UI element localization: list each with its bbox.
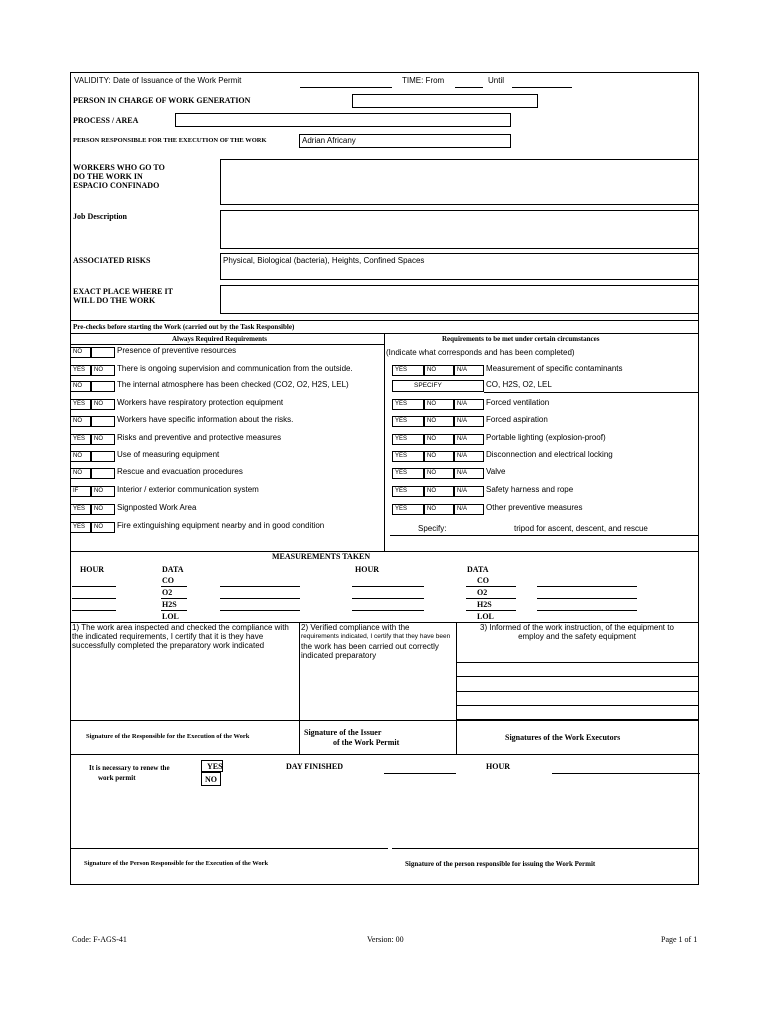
job-description-label: Job Description (73, 212, 127, 221)
exact-place-label-1: EXACT PLACE WHERE IT (73, 287, 173, 296)
person-in-charge-label: PERSON IN CHARGE OF WORK GENERATION (73, 96, 251, 105)
always-item-label: There is ongoing supervision and communication from the outside. (117, 364, 353, 373)
value-line-right[interactable] (537, 610, 637, 611)
gas-label-right: O2 (477, 588, 488, 597)
time-from-label: TIME: From (402, 76, 445, 85)
checkbox-no[interactable]: NO (424, 416, 454, 427)
job-description-field[interactable] (220, 210, 699, 249)
workers-label-3: ESPACIO CONFINADO (73, 181, 160, 190)
workers-label-1: WORKERS WHO GO TO (73, 163, 165, 172)
checkbox-no[interactable]: NO (424, 468, 454, 479)
checkbox-option-2[interactable] (91, 347, 115, 358)
signature-line-right (392, 848, 699, 849)
certify-3: 3) Informed of the work instruction, of the equipment to employ and the safety equipment (480, 623, 674, 642)
checkbox-option-2[interactable]: NO (91, 486, 115, 497)
data-line-right[interactable] (466, 598, 516, 599)
divider (70, 551, 699, 552)
validity-date-line (300, 87, 392, 88)
conditional-item-label: Valve (486, 467, 506, 476)
person-responsible-label: PERSON RESPONSIBLE FOR THE EXECUTION OF THE WORK (73, 137, 267, 144)
hour-line-right[interactable] (352, 586, 424, 587)
certify-2-line4: indicated preparatory (301, 651, 377, 660)
column-divider (384, 333, 385, 551)
gas-label-left: LOL (162, 612, 179, 621)
conditional-item-label: Other preventive measures (486, 503, 583, 512)
checkbox-yes[interactable]: YES (392, 416, 424, 427)
checkbox-no[interactable]: NO (424, 486, 454, 497)
gas-label-right: LOL (477, 612, 494, 621)
checkbox-na[interactable]: N/A (454, 468, 484, 479)
specify-value: CO, H2S, O2, LEL (486, 380, 552, 389)
divider (70, 720, 699, 721)
conditional-item-label: Forced ventilation (486, 398, 550, 407)
hour-line-right[interactable] (352, 610, 424, 611)
always-item-label: Interior / exterior communication system (117, 485, 259, 494)
specify2-underline (390, 535, 699, 536)
specify2-label: Specify: (418, 524, 447, 533)
divider (70, 344, 384, 345)
checkbox-yes[interactable]: YES (392, 468, 424, 479)
checkbox-option-1[interactable]: YES (70, 504, 91, 515)
checkbox-na[interactable]: N/A (454, 416, 484, 427)
checkbox-no[interactable]: NO (424, 504, 454, 515)
hour-line-right[interactable] (352, 598, 424, 599)
conditional-item-label: Safety harness and rope (486, 485, 574, 494)
footer-code: Code: F-AGS-41 (72, 935, 127, 944)
associated-risks-value: Physical, Biological (bacteria), Heights, Confined Spaces (223, 256, 425, 265)
day-finished-line (384, 773, 456, 774)
validity-label: VALIDITY: Date of Issuance of the Work Permit (74, 76, 242, 85)
checkbox-option-2[interactable]: NO (91, 399, 115, 410)
data-label-right: DATA (467, 565, 489, 574)
checkbox-option-2[interactable] (91, 416, 115, 427)
gas-label-left: O2 (162, 588, 173, 597)
workers-field[interactable] (220, 159, 699, 205)
day-finished-label: DAY FINISHED (286, 762, 343, 771)
always-item-label: Workers have respiratory protection equipment (117, 398, 284, 407)
signature-line-left (70, 848, 388, 849)
checkbox-option-1[interactable]: NO (70, 468, 91, 479)
measurements-title: MEASUREMENTS TAKEN (272, 552, 371, 561)
workers-label-2: DO THE WORK IN (73, 172, 143, 181)
conditional-item-label: Forced aspiration (486, 415, 548, 424)
data-line-left[interactable] (161, 598, 187, 599)
prechecks-title: Pre-checks before starting the Work (carried out by the Task Responsible) (73, 323, 295, 331)
renew-label-2: work permit (98, 774, 136, 782)
person-responsible-value: Adrian Africany (302, 136, 356, 145)
always-item-label: Workers have specific information about the risks. (117, 415, 294, 424)
divider (456, 662, 699, 663)
checkbox-option-1[interactable]: NO (70, 451, 91, 462)
specify-label: SPECIFY (414, 382, 442, 389)
always-item-label: The internal atmosphere has been checked (CO2, O2, H2S, LEL) (117, 380, 349, 389)
conditional-note: (Indicate what corresponds and has been completed) (386, 348, 575, 357)
data-line-right[interactable] (466, 610, 516, 611)
hour-label-right: HOUR (355, 565, 379, 574)
certify-2-line2: requirements indicated, I certify that they have been (301, 633, 451, 640)
until-line (512, 87, 572, 88)
specify-underline (484, 392, 699, 393)
checkbox-option-2[interactable]: NO (91, 522, 115, 533)
checkbox-yes[interactable]: YES (392, 451, 424, 462)
conditional-title: Requirements to be met under certain circumstances (442, 335, 600, 343)
checkbox-na[interactable]: N/A (454, 365, 484, 376)
data-line-left[interactable] (161, 586, 187, 587)
gas-label-right: H2S (477, 600, 492, 609)
checkbox-option-1[interactable]: YES (70, 365, 91, 376)
checkbox-option-1[interactable]: YES (70, 434, 91, 445)
checkbox-option-2[interactable]: NO (91, 504, 115, 515)
checkbox-yes[interactable]: YES (392, 486, 424, 497)
checkbox-option-1[interactable]: NO (70, 347, 91, 358)
always-required-title: Always Required Requirements (172, 335, 268, 343)
always-item-label: Presence of preventive resources (117, 346, 237, 355)
exact-place-field[interactable] (220, 285, 699, 314)
checkbox-no[interactable]: NO (424, 399, 454, 410)
always-item-label: Risks and preventive and protective measures (117, 433, 282, 442)
checkbox-no[interactable]: NO (424, 434, 454, 445)
value-line-right[interactable] (537, 586, 637, 587)
sig-responsible-execution: Signature of the Responsible for the Execution of the Work (86, 733, 250, 740)
certify-1: 1) The work area inspected and checked the compliance with the indicated requirements, I certify that it is they have successfully completed the preparatory work indicated (72, 623, 289, 651)
checkbox-yes[interactable]: YES (392, 365, 424, 376)
checkbox-no[interactable]: NO (424, 451, 454, 462)
renew-label-1: It is necessary to renew the (89, 764, 170, 772)
checkbox-option-2[interactable] (91, 468, 115, 479)
checkbox-no[interactable]: NO (424, 365, 454, 376)
value-line-left[interactable] (220, 610, 300, 611)
hour-line-left[interactable] (72, 586, 116, 587)
sig-issuer-line1: Signature of the Issuer (304, 728, 382, 737)
renew-no-option[interactable]: NO (201, 772, 221, 786)
until-label: Until (488, 76, 505, 85)
checkbox-yes[interactable]: YES (392, 434, 424, 445)
always-item-label: Use of measuring equipment (117, 450, 220, 459)
divider (456, 705, 699, 706)
gas-label-left: CO (162, 576, 174, 585)
column-divider (456, 622, 457, 754)
value-line-left[interactable] (220, 586, 300, 587)
sig-right-renew: Signature of the person responsible for issuing the Work Permit (405, 860, 596, 868)
divider (456, 676, 699, 677)
checkbox-option-1[interactable]: NO (70, 381, 91, 392)
checkbox-option-2[interactable]: NO (91, 434, 115, 445)
divider (456, 691, 699, 692)
checkbox-option-1[interactable]: YES (70, 399, 91, 410)
checkbox-yes[interactable]: YES (392, 504, 424, 515)
process-area-label: PROCESS / AREA (73, 116, 139, 125)
sig-issuer-line2: of the Work Permit (333, 738, 400, 747)
checkbox-na[interactable]: N/A (454, 399, 484, 410)
value-line-right[interactable] (537, 598, 637, 599)
certify-2-line3: the work has been carried out correctly (301, 642, 439, 651)
checkbox-na[interactable]: N/A (454, 504, 484, 515)
exact-place-label-2: WILL DO THE WORK (73, 296, 156, 305)
sig-left-renew: Signature of the Person Responsible for the Execution of the Work (84, 860, 269, 867)
data-label-left: DATA (162, 565, 184, 574)
checkbox-option-1[interactable]: NO (70, 416, 91, 427)
renew-yes-option[interactable]: YES (201, 760, 223, 772)
sig-executors: Signatures of the Work Executors (505, 733, 621, 742)
renew-hour-label: HOUR (486, 762, 510, 771)
column-divider (299, 622, 300, 754)
checkbox-option-1[interactable]: YES (70, 522, 91, 533)
checkbox-option-2[interactable]: NO (91, 365, 115, 376)
checkbox-option-1[interactable]: IF (70, 486, 91, 497)
checkbox-na[interactable]: N/A (454, 434, 484, 445)
person-in-charge-field[interactable] (352, 94, 538, 108)
data-line-right[interactable] (466, 586, 516, 587)
data-line-left[interactable] (161, 610, 187, 611)
checkbox-option-2[interactable] (91, 451, 115, 462)
checkbox-option-2[interactable] (91, 381, 115, 392)
associated-risks-label: ASSOCIATED RISKS (73, 256, 151, 265)
conditional-item-label: Disconnection and electrical locking (486, 450, 613, 459)
checkbox-na[interactable]: N/A (454, 451, 484, 462)
certify-2-line1: 2) Verified compliance with the (301, 623, 410, 632)
checkbox-na[interactable]: N/A (454, 486, 484, 497)
specify2-value: tripod for ascent, descent, and rescue (514, 524, 648, 533)
divider (70, 754, 699, 755)
gas-label-left: H2S (162, 600, 177, 609)
always-item-label: Signposted Work Area (117, 503, 197, 512)
hour-line-left[interactable] (72, 610, 116, 611)
time-from-line (455, 87, 483, 88)
footer-version: Version: 00 (367, 935, 404, 944)
checkbox-yes[interactable]: YES (392, 399, 424, 410)
value-line-left[interactable] (220, 598, 300, 599)
always-item-label: Rescue and evacuation procedures (117, 467, 243, 476)
conditional-item-label: Measurement of specific contaminants (486, 364, 623, 373)
conditional-item-label: Portable lighting (explosion-proof) (486, 433, 606, 442)
renew-hour-line (552, 773, 700, 774)
always-item-label: Fire extinguishing equipment nearby and in good condition (117, 521, 325, 530)
process-area-field[interactable] (175, 113, 511, 127)
divider (70, 320, 699, 321)
gas-label-right: CO (477, 576, 489, 585)
hour-label-left: HOUR (80, 565, 104, 574)
footer-page: Page 1 of 1 (661, 935, 698, 944)
hour-line-left[interactable] (72, 598, 116, 599)
